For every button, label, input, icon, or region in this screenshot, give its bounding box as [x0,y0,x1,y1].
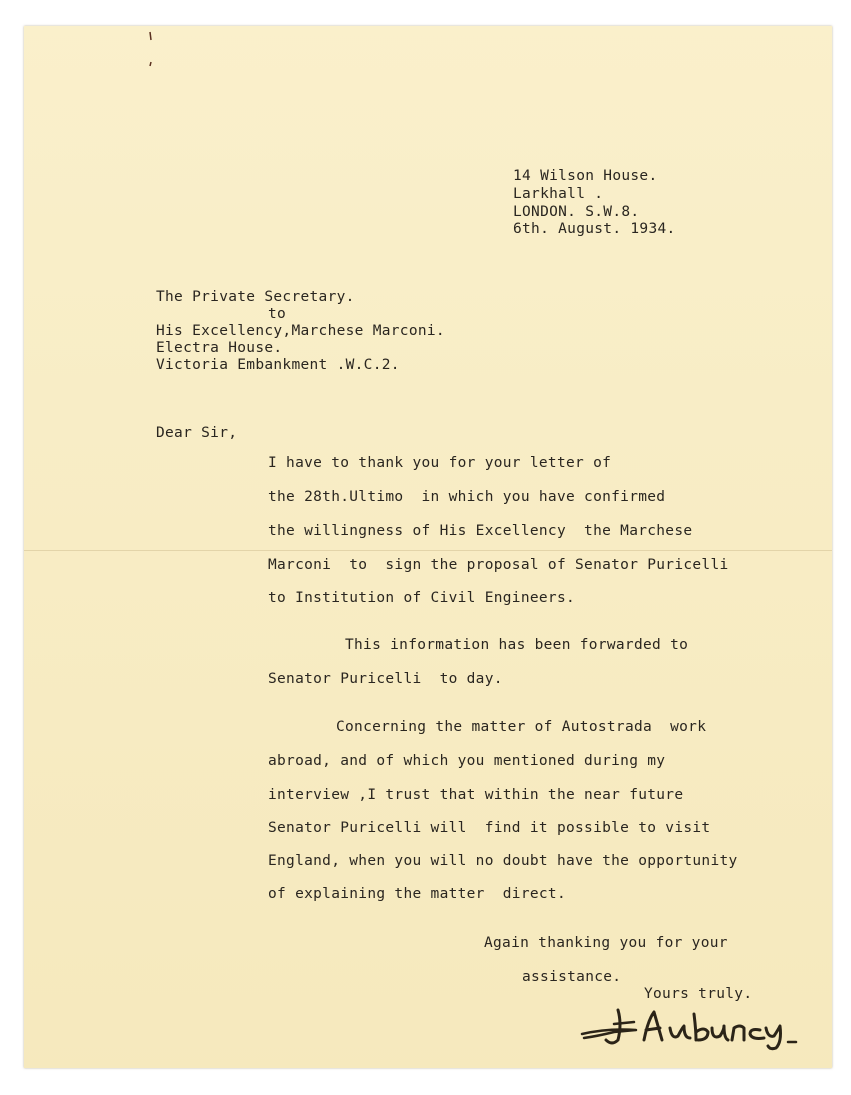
body-line: Marconi to sign the proposal of Senator Puricelli [268,557,729,573]
body-line: England, when you will no doubt have the opportunity [268,853,738,869]
letter-sheet [24,26,832,1068]
body-line: abroad, and of which you mentioned during my [268,753,666,769]
valediction: Yours truly. [644,986,753,1002]
recipient-line4: Electra House. [156,340,283,356]
body-line: the 28th.Ultimo in which you have confirmed [268,489,666,505]
closing-line1: Again thanking you for your [484,935,728,951]
letter-date: 6th. August. 1934. [513,221,676,237]
body-line: the willingness of His Excellency the Marchese [268,523,693,539]
recipient-line2: to [268,306,287,322]
body-line: of explaining the matter direct. [268,886,566,902]
ink-mark [148,30,154,68]
body-line: This information has been forwarded to [345,637,689,653]
handwritten-signature [578,1002,818,1052]
body-line: Concerning the matter of Autostrada work [336,719,707,735]
salutation: Dear Sir, [156,425,238,441]
recipient-line5: Victoria Embankment .W.C.2. [156,357,400,373]
recipient-line1: The Private Secretary. [156,289,355,305]
body-line: interview ,I trust that within the near future [268,787,684,803]
body-line: I have to thank you for your letter of [268,455,612,471]
closing-line2: assistance. [522,969,622,985]
body-line: Senator Puricelli to day. [268,671,503,687]
recipient-line3: His Excellency,Marchese Marconi. [156,323,445,339]
fold-line [24,550,832,551]
sender-address-line2: Larkhall . [513,186,604,202]
body-line: Senator Puricelli will find it possible to visit [268,820,711,836]
sender-address-line1: 14 Wilson House. [513,168,658,184]
body-line: to Institution of Civil Engineers. [268,590,576,606]
sender-address-line3: LONDON. S.W.8. [513,204,640,220]
